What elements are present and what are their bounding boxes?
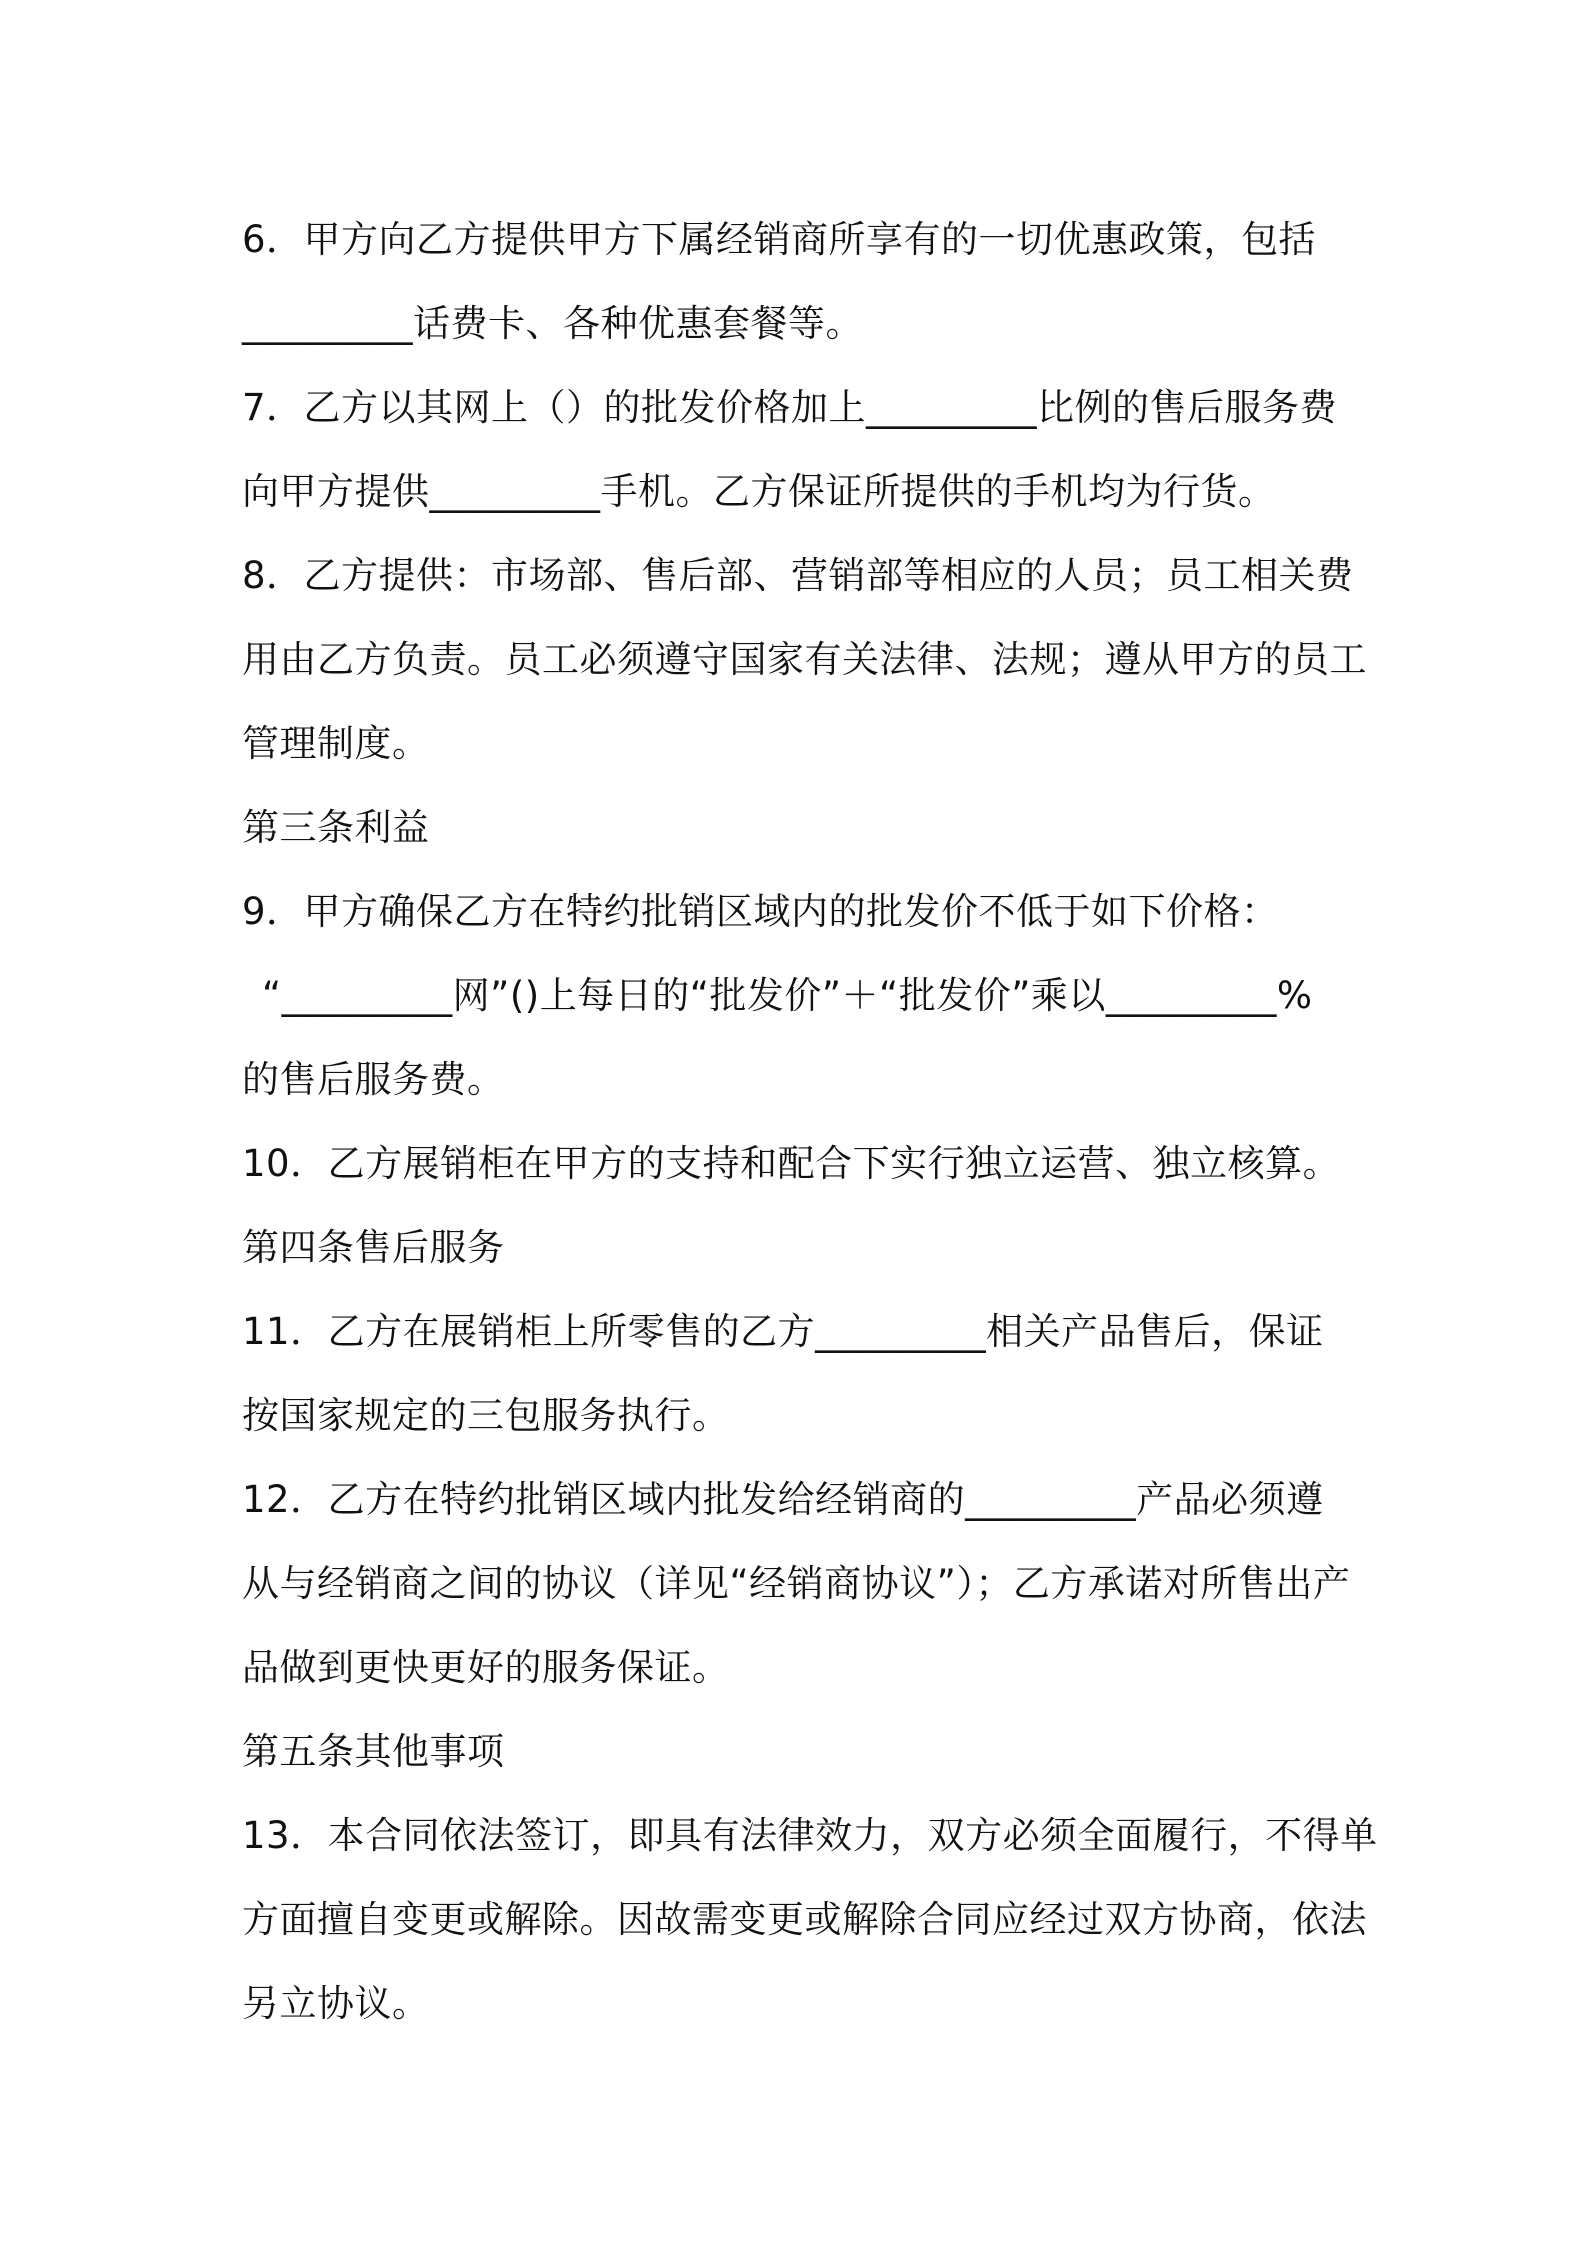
clause-8-line-1: 8．乙方提供：市场部、售后部、营销部等相应的人员；员工相关费 bbox=[242, 554, 1354, 597]
document-body bbox=[242, 198, 1378, 2046]
section-heading-4: 第四条售后服务 bbox=[242, 1226, 505, 1269]
clause-12-line-2: 从与经销商之间的协议（详见“经销商协议”）；乙方承诺对所售出产 bbox=[242, 1562, 1351, 1605]
section-heading-3: 第三条利益 bbox=[242, 806, 430, 849]
section-heading-5: 第五条其他事项 bbox=[242, 1730, 505, 1773]
clause-8-line-2: 用由乙方负责。员工必须遵守国家有关法律、法规；遵从甲方的员工 bbox=[242, 638, 1367, 681]
clause-8-line-3: 管理制度。 bbox=[242, 722, 430, 765]
clause-6-line-1: 6．甲方向乙方提供甲方下属经销商所享有的一切优惠政策，包括 bbox=[242, 218, 1317, 261]
clause-11-line-2: 按国家规定的三包服务执行。 bbox=[242, 1394, 730, 1437]
clause-13-line-3: 另立协议。 bbox=[242, 1982, 430, 2025]
clause-7-line-1: 7．乙方以其网上（）的批发价格加上_________比例的售后服务费 bbox=[242, 386, 1338, 429]
clause-10-line-1: 10．乙方展销柜在甲方的支持和配合下实行独立运营、独立核算。 bbox=[242, 1142, 1341, 1185]
clause-9-line-1: 9．甲方确保乙方在特约批销区域内的批发价不低于如下价格： bbox=[242, 890, 1279, 933]
clause-13-line-1: 13．本合同依法签订，即具有法律效力，双方必须全面履行，不得单 bbox=[242, 1814, 1378, 1857]
clause-9-line-2: “_________网”()上每日的“批发价”＋“批发价”乘以_________% bbox=[262, 974, 1313, 1017]
clause-12-line-3: 品做到更快更好的服务保证。 bbox=[242, 1646, 730, 1689]
clause-7-line-2: 向甲方提供_________手机。乙方保证所提供的手机均为行货。 bbox=[242, 470, 1276, 513]
clause-6-line-2: _________话费卡、各种优惠套餐等。 bbox=[242, 302, 863, 345]
clause-9-line-3: 的售后服务费。 bbox=[242, 1058, 505, 1101]
clause-13-line-2: 方面擅自变更或解除。因故需变更或解除合同应经过双方协商，依法 bbox=[242, 1898, 1367, 1941]
clause-11-line-1: 11．乙方在展销柜上所零售的乙方_________相关产品售后，保证 bbox=[242, 1310, 1324, 1353]
clause-12-line-1: 12．乙方在特约批销区域内批发给经销商的_________产品必须遵 bbox=[242, 1478, 1324, 1521]
